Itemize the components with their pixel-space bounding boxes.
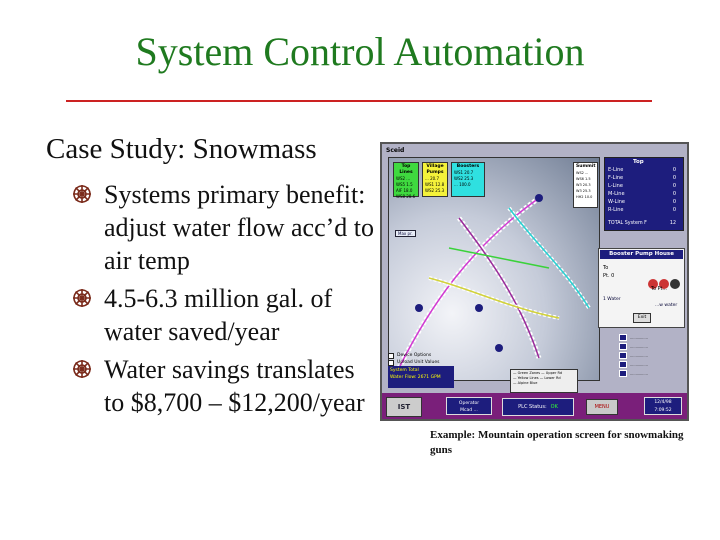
ornament-bullet-icon	[72, 359, 92, 379]
village-pumps-legend: Village Pumps ... 20.7 WS1 12.8 WS2 25.3	[422, 162, 448, 197]
booster-pump-house-window[interactable]: Booster Pump House To Pt. 0 To Pt... 1 Water ...w water Exit	[598, 248, 685, 328]
map-marker-label[interactable]: Max pr.	[395, 230, 416, 237]
equipment-icon	[619, 352, 627, 359]
ornament-bullet-icon	[72, 184, 92, 204]
case-study-heading: Case Study: Snowmass	[46, 133, 317, 165]
equipment-icon-list	[619, 334, 685, 379]
clock-display: 12/4/98 7:09:52	[644, 397, 682, 415]
bullet-text: 4.5-6.3 million gal. of water saved/year	[104, 284, 333, 346]
equipment-row[interactable]: ................	[619, 370, 685, 377]
status-bar	[382, 393, 687, 419]
screenshot-caption: Example: Mountain operation screen for snowmaking guns	[430, 429, 684, 456]
screen-title: Sceid	[386, 147, 405, 154]
bullet-item	[70, 178, 380, 277]
bullet-text: Water savings translates to $8,700 – $12,200/year	[104, 355, 365, 417]
boosters-legend: Boosters WS1 20.7 WS2 25.3 ... 100.0	[451, 162, 485, 197]
line-row: R-Line 0	[608, 207, 676, 213]
line-row: L-Line 0	[608, 183, 676, 189]
option-checkboxes	[388, 352, 440, 366]
checkbox-device-options[interactable]: Device Options	[388, 352, 440, 359]
system-total-row: TOTAL System F 12	[608, 221, 676, 226]
pump-window-title: Booster Pump House	[600, 250, 683, 259]
equipment-row[interactable]: ................	[619, 361, 685, 368]
equipment-icon	[619, 361, 627, 368]
equipment-icon	[619, 343, 627, 350]
checkbox-upload-values[interactable]: Upload Unit Values	[388, 359, 440, 366]
plc-status: PLC Status: OK	[502, 398, 574, 416]
equipment-row[interactable]: ................	[619, 352, 685, 359]
trail-key: — Green Zones — Upper Rd — Yellow Lines — Lower Rd — Alpine Blue	[510, 369, 578, 393]
pump-exit-button[interactable]: Exit	[633, 313, 651, 323]
bullet-list	[70, 178, 380, 424]
bullet-text: Systems primary benefit: adjust water flow acc’d to air temp	[104, 180, 375, 275]
equipment-icon	[619, 334, 627, 341]
operation-screenshot	[380, 142, 689, 421]
trail-lines	[389, 158, 599, 380]
slide-title: System Control Automation	[135, 29, 585, 74]
bullet-item	[70, 282, 380, 348]
line-row: E-Line 0	[608, 167, 676, 173]
equipment-icon	[619, 370, 627, 377]
equipment-row[interactable]: ................	[619, 334, 685, 341]
title-divider	[66, 100, 652, 102]
equipment-row[interactable]: ................	[619, 343, 685, 350]
top-lines-legend: Top Lines WS2 ... WS5 1.5 AIF 18.0 WS8 28.6	[393, 162, 419, 197]
ist-logo: IST	[386, 397, 422, 417]
summit-legend: Summit WS2 ... WS6 1.5 W3 20.3 W3 25.3 HH2 10.0	[573, 162, 598, 208]
line-status-panel: Top E-Line 0 F-Line 0 L-Line 0 M-Line 0 W-Line 0 R-Line 0 TOTAL System F 12	[604, 157, 684, 231]
menu-button[interactable]: MENU	[586, 399, 618, 415]
operator-box[interactable]: Operator Mcad ...	[446, 397, 492, 415]
line-row: M-Line 0	[608, 191, 676, 197]
bullet-item	[70, 353, 380, 419]
line-row: F-Line 0	[608, 175, 676, 181]
ornament-bullet-icon	[72, 288, 92, 308]
line-row: W-Line 0	[608, 199, 676, 205]
system-total-box: System Total Water Flow: 2671 GPM	[388, 366, 454, 388]
mountain-map	[388, 157, 600, 381]
